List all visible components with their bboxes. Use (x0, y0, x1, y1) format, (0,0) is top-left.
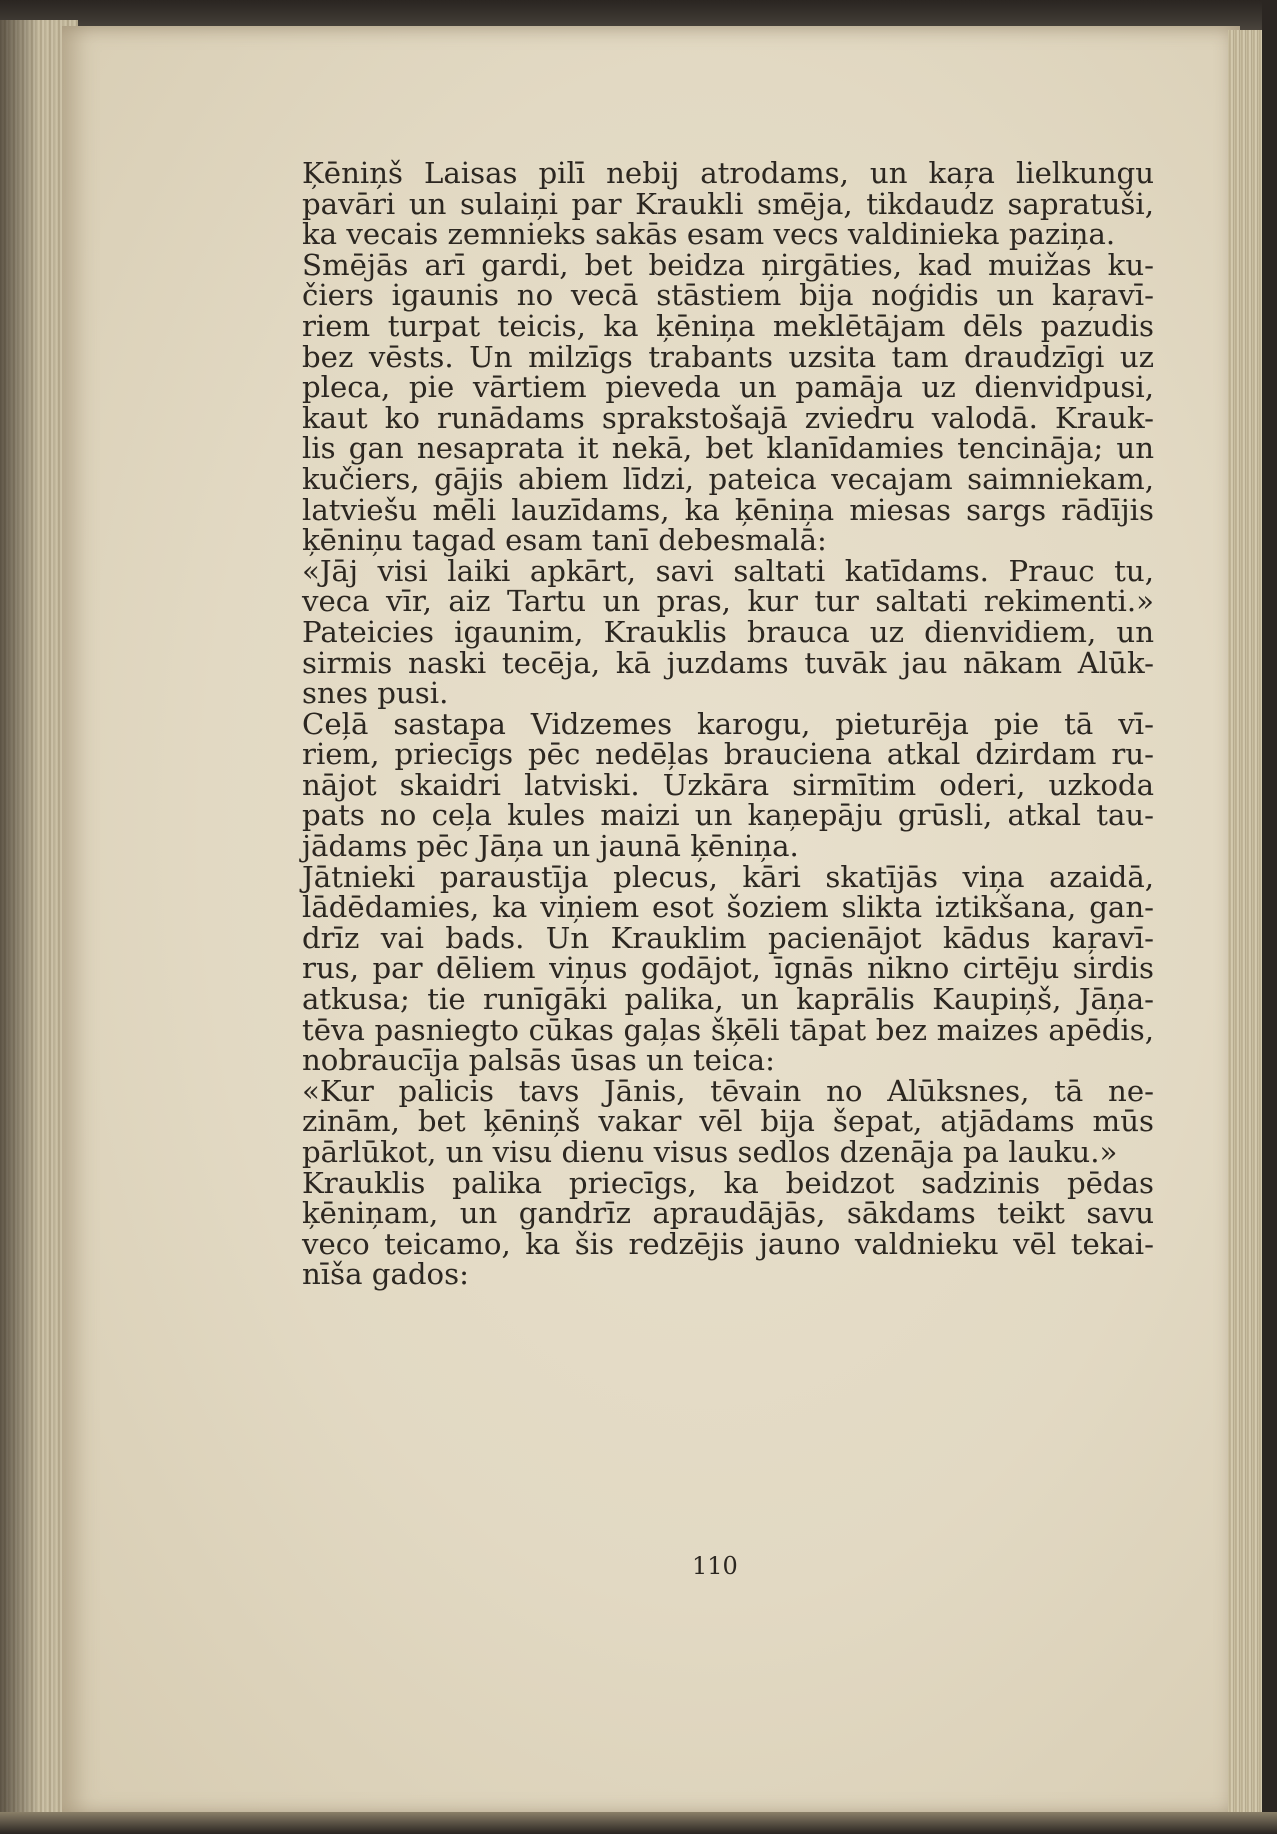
text-line: ka vecais zemnieks sakās esam vecs valdinieka paziņa. (302, 217, 1116, 252)
text-line: pleca, pie vārtiem pieveda un pamāja uz dienvidpusi, (302, 370, 1154, 405)
page-number: 110 (692, 1552, 738, 1580)
right-cover-edge (1262, 0, 1277, 1834)
text-line: nobraucīja palsās ūsas un teica: (302, 1043, 775, 1078)
text-line: Pateicies igaunim, Krauklis brauca uz dienvidiem, un (302, 614, 1154, 649)
text-line: ķēniņam, un gandrīz apraudājās, sākdams teikt savu (302, 1196, 1154, 1231)
text-line: tēva pasniegto cūkas gaļas šķēli tāpat bez maizes apēdis, (302, 1012, 1154, 1047)
text-line: pavāri un sulaiņi par Kraukli smēja, tikdaudz sapratuši, (302, 186, 1154, 221)
text-line: rus, par dēliem viņus godājot, īgnās nikno cirtēju sirdis (302, 951, 1154, 986)
text-line: «Kur palicis tavs Jānis, tēvain no Alūksnes, tā ne- (302, 1073, 1154, 1108)
text-line: Jātnieki paraustīja plecus, kāri skatījās viņa azaidā, (302, 859, 1154, 894)
text-line: riem turpat teicis, ka ķēniņa meklētājam dēls pazudis (302, 308, 1154, 343)
text-line: jādams pēc Jāņa un jaunā ķēniņa. (302, 829, 799, 864)
text-line: veca vīr, aiz Tartu un pras, kur tur saltati rekimenti.» (302, 584, 1154, 619)
text-line: lis gan nesaprata it nekā, bet klanīdamies tencināja; un (302, 431, 1154, 466)
text-line: nīša gados: (302, 1257, 469, 1292)
text-line: pārlūkot, un visu dienu visus sedlos dzenāja pa lauku.» (302, 1135, 1118, 1169)
text-line: ķēniņu tagad esam tanī debesmalā: (302, 523, 827, 558)
text-line: kaut ko runādams sprakstošajā zviedru valodā. Krauk- (302, 400, 1154, 435)
text-line: latviešu mēli lauzīdams, ka ķēniņa miesas sargs rādījis (302, 492, 1154, 527)
text-line: pats no ceļa kules maizi un kaņepāju grūsli, atkal tau- (302, 798, 1154, 833)
text-line: lādēdamies, ka viņiem esot šoziem slikta iztikšana, gan- (302, 890, 1154, 925)
text-line: drīz vai bads. Un Krauklim pacienājot kādus kaŗavī- (302, 920, 1154, 955)
text-line: snes pusi. (302, 676, 449, 711)
book-bottom-edge (0, 1812, 1277, 1834)
text-line: «Jāj visi laiki apkārt, savi saltati katīdams. Prauc tu, (302, 553, 1154, 588)
text-line: zinām, bet ķēniņš vakar vēl bija šepat, atjādams mūs (302, 1104, 1154, 1139)
text-line: bez vēsts. Un milzīgs trabants uzsita tam draudzīgi uz (302, 339, 1154, 374)
text-line: Smējās arī gardi, bet beidza ņirgāties, kad muižas ku- (302, 247, 1154, 282)
text-line: atkusa; tie runīgāki palika, un kaprālis Kaupiņš, Jāņa- (302, 982, 1154, 1017)
text-line: veco teicamo, ka šis redzējis jauno valdnieku vēl tekai- (302, 1226, 1154, 1261)
left-binding-shadow (0, 20, 40, 1820)
page-text (302, 158, 1154, 1290)
text-line: sirmis naski tecēja, kā juzdams tuvāk jau nākam Alūk- (302, 645, 1154, 680)
text-line: Krauklis palika priecīgs, ka beidzot sadzinis pēdas (302, 1165, 1154, 1200)
text-line: Ķēniņš Laisas pilī nebij atrodams, un kaŗa lielkungu (302, 156, 1154, 190)
text-line: čiers igaunis no vecā stāstiem bija noģidis un kaŗavī- (302, 278, 1154, 313)
text-line: nājot skaidri latviski. Uzkāra sirmītim oderi, uzkoda (302, 767, 1154, 802)
text-line: riem, priecīgs pēc nedēļas brauciena atkal dzirdam ru- (302, 737, 1154, 772)
text-line: kučiers, gājis abiem līdzi, pateica vecajam saimniekam, (302, 461, 1154, 496)
text-line: Ceļā sastapa Vidzemes karogu, pieturēja pie tā vī- (302, 706, 1154, 741)
